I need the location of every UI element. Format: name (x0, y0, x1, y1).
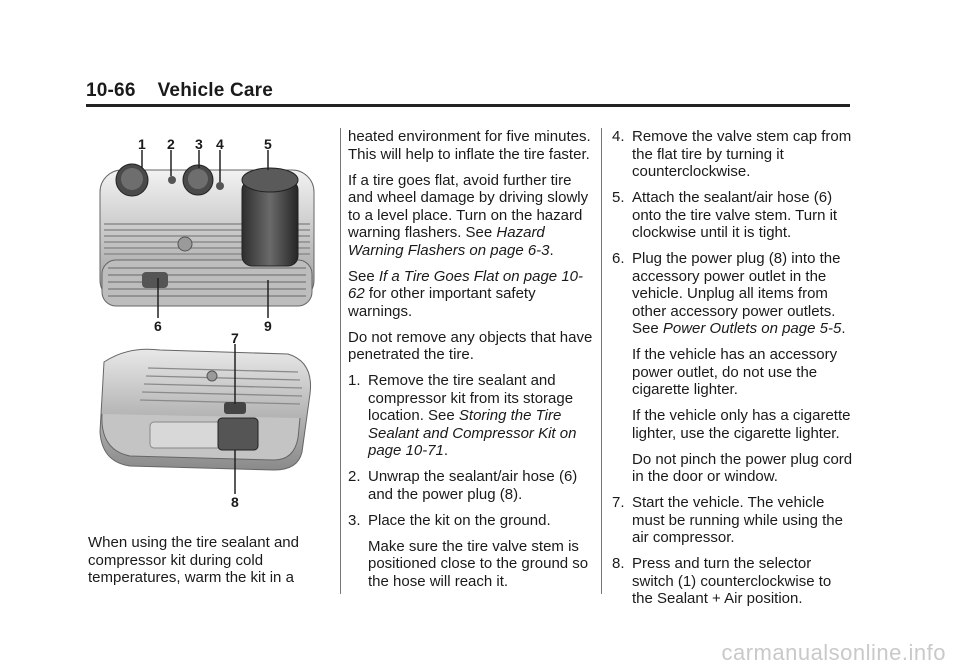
callout-7: 7 (231, 330, 239, 346)
header-rule (86, 104, 850, 107)
page-number: 10-66 (86, 80, 136, 101)
callout-2: 2 (167, 136, 175, 152)
step-6: 6. Plug the power plug (8) into the accessory power outlet in the vehicle. Unplug all items from other accessory power outlets. See Power Outlets on page 5-5. (612, 250, 846, 337)
callout-8: 8 (231, 494, 239, 510)
step-3-note: Make sure the tire valve stem is positioned close to the ground so the hose will reach it. (368, 537, 589, 590)
storing-kit-ref: Storing the Tire Sealant and Compressor Kit on page 10-71 (368, 407, 577, 459)
watermark: carmanualsonline.info (721, 640, 946, 665)
column-divider-2 (601, 128, 602, 594)
paragraph-objects: Do not remove any objects that have penetrated the tire. (348, 328, 593, 363)
figure-caption-text: When using the tire sealant and compressor kit during cold temperatures, warm the kit in a (88, 534, 299, 586)
compressor-kit-figure (88, 132, 328, 522)
step-2: 2. Unwrap the sealant/air hose (6) and the power plug (8). (348, 468, 578, 503)
column-2 (348, 128, 594, 599)
power-outlets-ref: Power Outlets on page 5-5 (662, 320, 842, 337)
callout-4: 4 (216, 136, 224, 152)
page-header (86, 80, 273, 102)
flat-tire-ref: If a Tire Goes Flat on page 10-62 (348, 267, 583, 302)
callout-5: 5 (264, 136, 272, 152)
callout-9: 9 (264, 318, 272, 334)
step-6-note-3: Do not pinch the power plug cord in the door or window. (632, 450, 853, 485)
step-8: 8. Press and turn the selector switch (1) counterclockwise to the Sealant + Air position. (612, 555, 832, 607)
paragraph-see-also: See If a Tire Goes Flat on page 10-62 for other important safety warnings. (348, 267, 583, 320)
step-5: 5. Attach the sealant/air hose (6) onto the tire valve stem. Turn it clockwise until it is tight. (612, 189, 838, 241)
step-7: 7. Start the vehicle. The vehicle must be running while using the air compressor. (612, 494, 843, 546)
step-1: 1. Remove the tire sealant and compressor kit from its storage location. See Storing the Tire Sealant and Compressor Kit on page 10-71. (348, 372, 577, 459)
paragraph-tire-flat: If a tire goes flat, avoid further tire and wheel damage by driving slowly to a level place. Turn on the hazard warning flashers. See Hazard Warning Flashers on page 6-3. (348, 171, 589, 259)
paragraph-warm-kit: heated environment for five minutes. This will help to inflate the tire faster. (348, 128, 591, 163)
section-title: Vehicle Care (157, 80, 274, 101)
callout-6: 6 (154, 318, 162, 334)
compressor-kit-illustration (88, 132, 328, 522)
step-3: 3. Place the kit on the ground. (348, 511, 551, 529)
step-6-note-1: If the vehicle has an accessory power outlet, do not use the cigarette lighter. (632, 346, 838, 398)
callout-1: 1 (138, 136, 146, 152)
column-3 (612, 128, 856, 616)
column-divider-1 (340, 128, 341, 594)
callout-3: 3 (195, 136, 203, 152)
hazard-flashers-ref: Hazard Warning Flashers on page 6-3 (348, 224, 550, 259)
step-4: 4. Remove the valve stem cap from the flat tire by turning it counterclockwise. (612, 128, 852, 180)
step-6-note-2: If the vehicle only has a cigarette lighter, use the cigarette lighter. (632, 407, 851, 442)
